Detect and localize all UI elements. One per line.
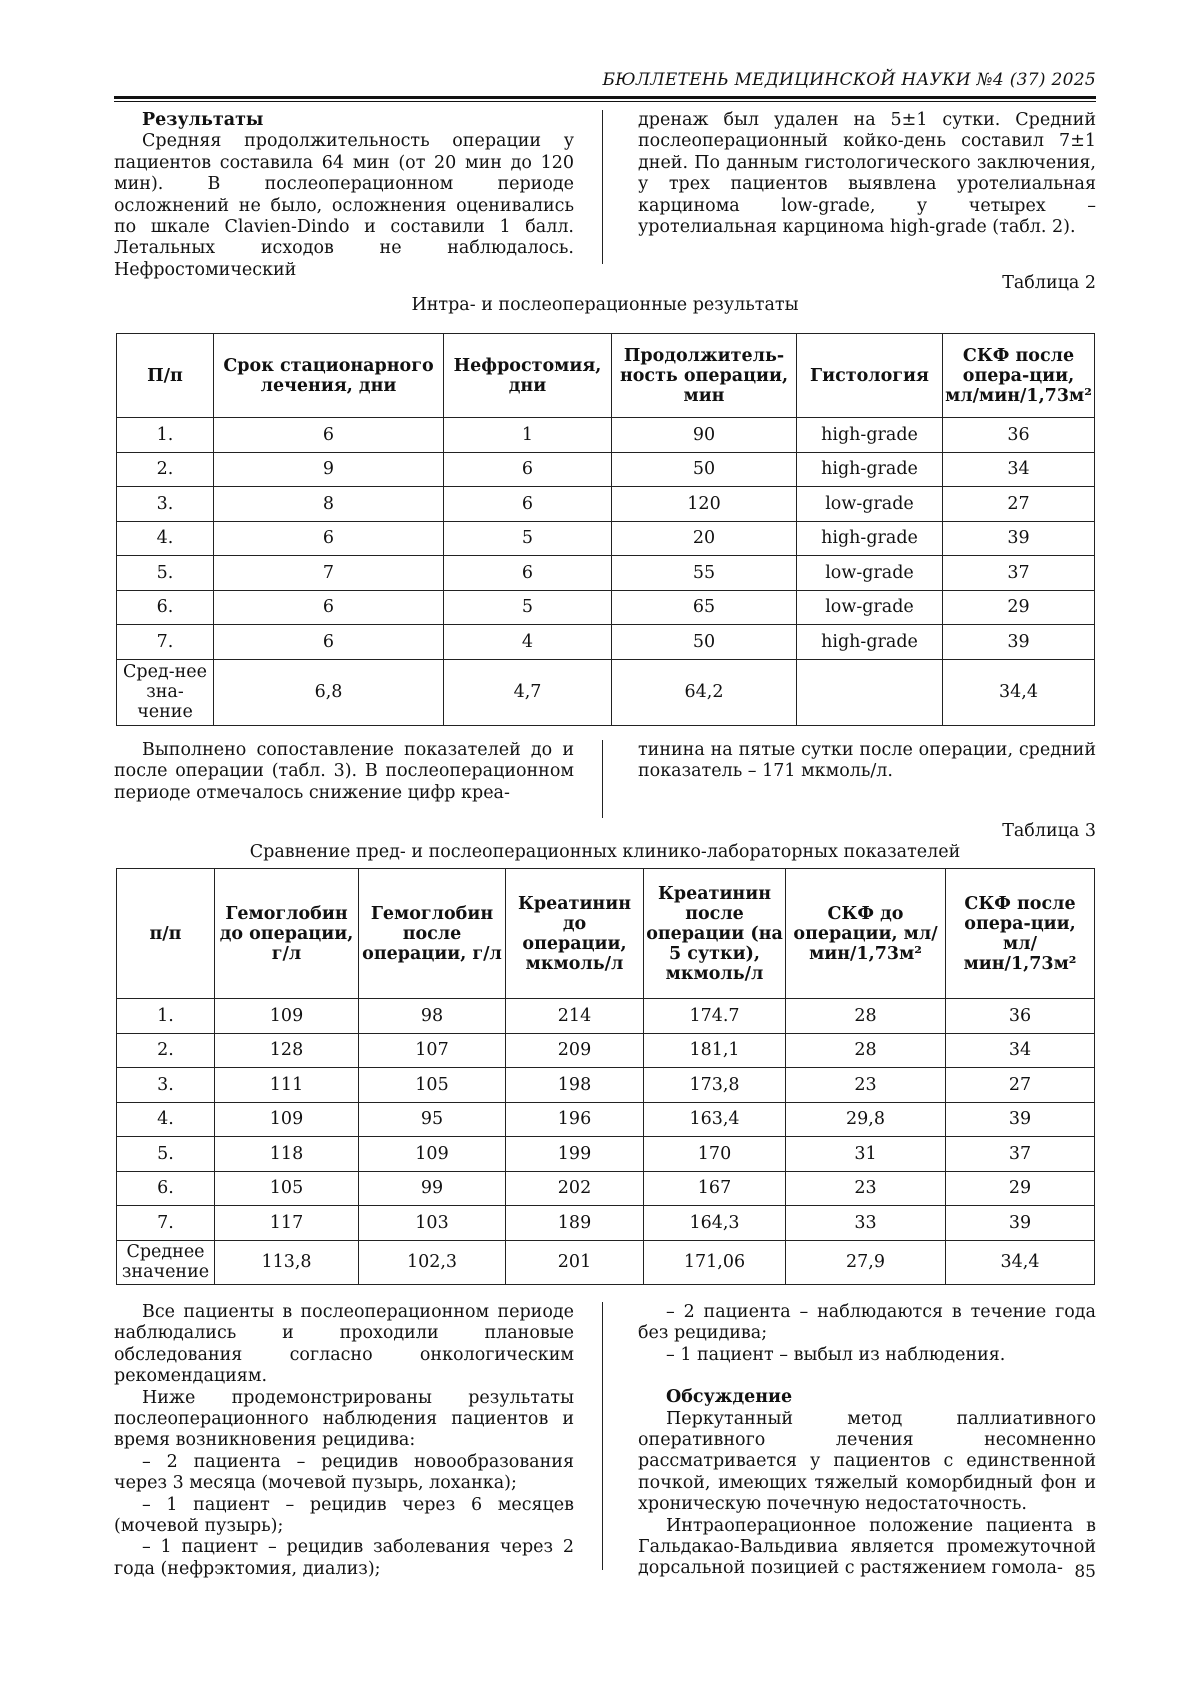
table-cell: 34,4 xyxy=(946,1240,1095,1284)
table-cell: 39 xyxy=(943,625,1095,660)
table-cell: 105 xyxy=(359,1068,506,1103)
table-cell: 36 xyxy=(943,418,1095,453)
table-cell: 164,3 xyxy=(644,1206,786,1241)
table-cell: 6 xyxy=(444,556,612,591)
table-cell: 103 xyxy=(359,1206,506,1241)
table-cell: 27 xyxy=(946,1068,1095,1103)
table-cell: 23 xyxy=(786,1171,946,1206)
table-cell: 65 xyxy=(612,590,797,625)
table-cell: 109 xyxy=(215,999,359,1034)
results-heading: Результаты xyxy=(142,110,264,130)
table-cell: 33 xyxy=(786,1206,946,1241)
column-divider xyxy=(602,740,603,818)
table-cell: high-grade xyxy=(797,521,943,556)
table-cell: 27 xyxy=(943,487,1095,522)
table-row xyxy=(117,625,1095,660)
table-cell: 99 xyxy=(359,1171,506,1206)
table2 xyxy=(116,333,1095,726)
table-cell: 4 xyxy=(444,625,612,660)
table-row xyxy=(117,1171,1095,1206)
table-cell: 1. xyxy=(117,418,214,453)
table-cell: high-grade xyxy=(797,418,943,453)
table-cell: 209 xyxy=(506,1033,644,1068)
table-cell: 201 xyxy=(506,1240,644,1284)
table-cell: 196 xyxy=(506,1102,644,1137)
discussion-paragraph-2: Интраоперационное положение пациента в Гальдакао-Вальдивиа является промежуточной дорсальной позицией с растяжением гомола- xyxy=(638,1515,1096,1579)
table-cell: 28 xyxy=(786,999,946,1034)
table-row xyxy=(117,1102,1095,1137)
table-cell: 4,7 xyxy=(444,659,612,725)
table-cell: 64,2 xyxy=(612,659,797,725)
table-cell: 128 xyxy=(215,1033,359,1068)
table-cell: 4. xyxy=(117,521,214,556)
column-header: Нефростомия, дни xyxy=(444,334,612,418)
column-header: Продолжитель-ность операции, мин xyxy=(612,334,797,418)
table-cell: high-grade xyxy=(797,452,943,487)
table-cell: 1 xyxy=(444,418,612,453)
table-cell: 6 xyxy=(444,487,612,522)
table-cell: 163,4 xyxy=(644,1102,786,1137)
table-row xyxy=(117,1206,1095,1241)
table-cell: 120 xyxy=(612,487,797,522)
table-cell: 9 xyxy=(214,452,444,487)
table-cell: low-grade xyxy=(797,590,943,625)
table-cell: 5 xyxy=(444,521,612,556)
table-row xyxy=(117,1033,1095,1068)
table-cell: 1. xyxy=(117,999,215,1034)
page-number: 85 xyxy=(1074,1562,1096,1582)
table-cell: 23 xyxy=(786,1068,946,1103)
table3-caption: Сравнение пред- и послеоперационных клинико-лабораторных показателей xyxy=(249,842,961,862)
table-cell xyxy=(797,659,943,725)
table-cell: 29 xyxy=(946,1171,1095,1206)
table-row xyxy=(117,999,1095,1034)
table-cell: 181,1 xyxy=(644,1033,786,1068)
table-cell: high-grade xyxy=(797,625,943,660)
table-cell: 109 xyxy=(215,1102,359,1137)
table-cell: 6. xyxy=(117,590,214,625)
table-cell: 111 xyxy=(215,1068,359,1103)
table-row xyxy=(117,1068,1095,1103)
results-paragraph-left: Средняя продолжительность операции у пациентов составила 64 мин (от 20 мин до 120 мин). В послеоперационном периоде осложнений не было, осложнения оценивались по шкале Clavien-Dindo и составили 1 балл. Летальных исходов не наблюдалось. Нефростомический xyxy=(114,131,574,280)
mean-row-label: Сред-нее зна-чение xyxy=(117,659,214,725)
table-row xyxy=(117,521,1095,556)
table3-label: Таблица 3 xyxy=(1002,821,1096,841)
table-cell: 36 xyxy=(946,999,1095,1034)
table-cell: 3. xyxy=(117,487,214,522)
table-row xyxy=(117,590,1095,625)
table-cell: 167 xyxy=(644,1171,786,1206)
table-cell: 6 xyxy=(214,590,444,625)
mean-row xyxy=(117,1240,1095,1284)
table-cell: 2. xyxy=(117,452,214,487)
table-cell: 189 xyxy=(506,1206,644,1241)
table-row xyxy=(117,487,1095,522)
table-cell: 6,8 xyxy=(214,659,444,725)
comparison-paragraph-left: Выполнено сопоставление показателей до и после операции (табл. 3). В послеоперационном периоде отмечалось снижение цифр креа- xyxy=(114,740,574,803)
table-cell: 118 xyxy=(215,1137,359,1172)
comparison-paragraph-right: тинина на пятые сутки после операции, средний показатель – 171 мкмоль/л. xyxy=(638,740,1096,782)
column-divider xyxy=(602,1302,603,1570)
table-cell: 5 xyxy=(444,590,612,625)
table-cell: 6. xyxy=(117,1171,215,1206)
followup-item-4: – 2 пациента – наблюдаются в течение года без рецидива; xyxy=(638,1302,1096,1344)
followup-left-column xyxy=(114,1302,574,1580)
table2-caption: Интра- и послеоперационные результаты xyxy=(411,295,799,315)
table-cell: 34,4 xyxy=(943,659,1095,725)
table-cell: 28 xyxy=(786,1033,946,1068)
table-cell: 98 xyxy=(359,999,506,1034)
table-cell: 170 xyxy=(644,1137,786,1172)
followup-item-3: – 1 пациент – рецидив заболевания через 2 года (нефрэктомия, диализ); xyxy=(114,1537,574,1579)
table-row xyxy=(117,556,1095,591)
table-cell: 199 xyxy=(506,1137,644,1172)
journal-header: БЮЛЛЕТЕНЬ МЕДИЦИНСКОЙ НАУКИ №4 (37) 2025 xyxy=(602,70,1096,90)
table-cell: 174.7 xyxy=(644,999,786,1034)
table-cell: 105 xyxy=(215,1171,359,1206)
table-row xyxy=(117,452,1095,487)
table-cell: 37 xyxy=(946,1137,1095,1172)
table2-label: Таблица 2 xyxy=(1002,273,1096,293)
table-cell: 4. xyxy=(117,1102,215,1137)
table-cell: 39 xyxy=(943,521,1095,556)
column-divider xyxy=(602,110,603,264)
table-cell: 173,8 xyxy=(644,1068,786,1103)
table-cell: 5. xyxy=(117,1137,215,1172)
table3 xyxy=(116,868,1095,1285)
table-cell: 198 xyxy=(506,1068,644,1103)
column-header: Гистология xyxy=(797,334,943,418)
table-cell: 29,8 xyxy=(786,1102,946,1137)
table-cell: 34 xyxy=(943,452,1095,487)
table-cell: 27,9 xyxy=(786,1240,946,1284)
table-cell: 3. xyxy=(117,1068,215,1103)
table-cell: 90 xyxy=(612,418,797,453)
followup-item-2: – 1 пациент – рецидив через 6 месяцев (мочевой пузырь); xyxy=(114,1494,574,1537)
table-cell: 50 xyxy=(612,452,797,487)
table-cell: low-grade xyxy=(797,487,943,522)
header-rule xyxy=(114,96,1096,99)
followup-right-column xyxy=(638,1302,1096,1580)
followup-item-5: – 1 пациент – выбыл из наблюдения. xyxy=(666,1344,1006,1365)
table-cell: 37 xyxy=(943,556,1095,591)
followup-paragraph-2: Ниже продемонстрированы результаты послеоперационного наблюдения пациентов и время возникновения рецидива: xyxy=(114,1387,574,1451)
table-cell: 102,3 xyxy=(359,1240,506,1284)
table-cell: 171,06 xyxy=(644,1240,786,1284)
table-cell: 34 xyxy=(946,1033,1095,1068)
column-header: СКФ до операции, мл/мин/1,73м² xyxy=(786,869,946,999)
table-row xyxy=(117,418,1095,453)
table-cell: 109 xyxy=(359,1137,506,1172)
table-cell: low-grade xyxy=(797,556,943,591)
discussion-heading: Обсуждение xyxy=(666,1387,793,1408)
column-header: п/п xyxy=(117,869,215,999)
followup-paragraph-1: Все пациенты в послеоперационном периоде наблюдались и проходили плановые обследования согласно онкологическим рекомендациям. xyxy=(114,1302,574,1387)
table-cell: 8 xyxy=(214,487,444,522)
table-cell: 5. xyxy=(117,556,214,591)
table-cell: 117 xyxy=(215,1206,359,1241)
table-row xyxy=(117,1137,1095,1172)
mean-row-label: Среднее значение xyxy=(117,1240,215,1284)
results-right-column xyxy=(638,110,1096,238)
mean-row xyxy=(117,659,1095,725)
column-header: Гемоглобин после операции, г/л xyxy=(359,869,506,999)
column-header: Креатинин после операции (на 5 сутки), мкмоль/л xyxy=(644,869,786,999)
followup-item-1: – 2 пациента – рецидив новообразования через 3 месяца (мочевой пузырь, лоханка); xyxy=(114,1451,574,1494)
comparison-left-column xyxy=(114,740,574,804)
table-cell: 113,8 xyxy=(215,1240,359,1284)
table-cell: 20 xyxy=(612,521,797,556)
table-cell: 31 xyxy=(786,1137,946,1172)
table-cell: 6 xyxy=(214,521,444,556)
table-header-row xyxy=(117,334,1095,418)
table-cell: 2. xyxy=(117,1033,215,1068)
results-paragraph-right: дренаж был удален на 5±1 сутки. Средний послеоперационный койко-день составил 7±1 дней. По данным гистологического заключения, у трех пациентов выявлена уротелиальная карцинома low-grade, у четырех – уротелиальная карцинома high-grade (табл. 2). xyxy=(638,110,1096,238)
table-cell: 6 xyxy=(444,452,612,487)
column-header: Срок стационарного лечения, дни xyxy=(214,334,444,418)
column-header: Креатинин до операции, мкмоль/л xyxy=(506,869,644,999)
column-header: СКФ после опера-ции, мл/мин/1,73м² xyxy=(946,869,1095,999)
table-header-row xyxy=(117,869,1095,999)
column-header: Гемоглобин до операции, г/л xyxy=(215,869,359,999)
table-cell: 7. xyxy=(117,1206,215,1241)
column-header: П/п xyxy=(117,334,214,418)
table-cell: 29 xyxy=(943,590,1095,625)
comparison-right-column xyxy=(638,740,1096,783)
discussion-paragraph-1: Перкутанный метод паллиативного оперативного лечения несомненно рассматривается у пациентов с единственной почкой, имеющих тяжелый коморбидный фон и хроническую почечную недостаточность. xyxy=(638,1408,1096,1515)
table-cell: 7 xyxy=(214,556,444,591)
table-cell: 95 xyxy=(359,1102,506,1137)
table-cell: 7. xyxy=(117,625,214,660)
table-cell: 107 xyxy=(359,1033,506,1068)
header-rule-thin xyxy=(114,101,1096,102)
table-cell: 214 xyxy=(506,999,644,1034)
table-cell: 6 xyxy=(214,418,444,453)
column-header: СКФ после опера-ции, мл/мин/1,73м² xyxy=(943,334,1095,418)
table-cell: 39 xyxy=(946,1206,1095,1241)
results-left-column xyxy=(114,110,574,281)
table-cell: 39 xyxy=(946,1102,1095,1137)
table-cell: 6 xyxy=(214,625,444,660)
table-cell: 50 xyxy=(612,625,797,660)
table-cell: 202 xyxy=(506,1171,644,1206)
table-cell: 55 xyxy=(612,556,797,591)
